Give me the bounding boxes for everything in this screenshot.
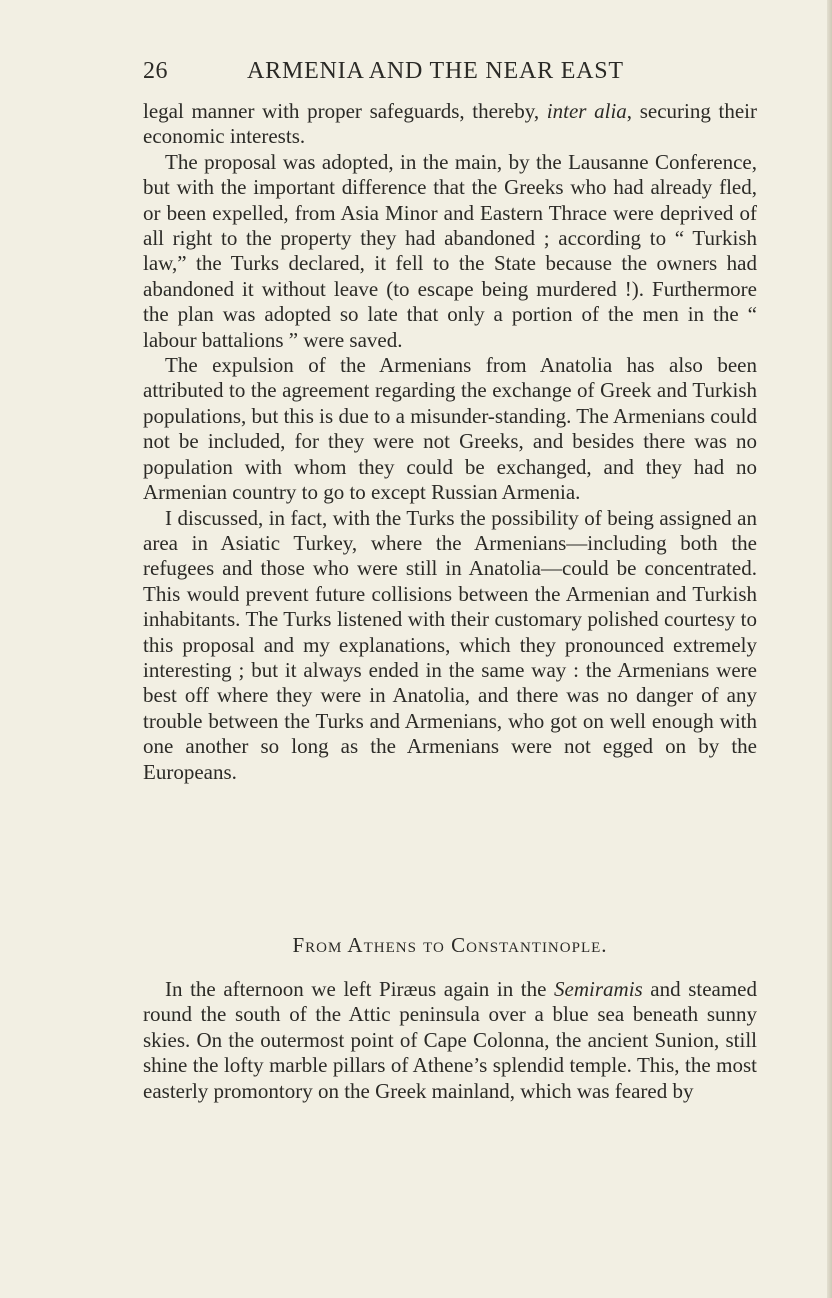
paragraph-2: The proposal was adopted, in the main, by the Lausanne Conference, but with the important difference that the Greeks who had already fled, or been expelled, from Asia Minor and Eastern Thrace were deprived of all right to the property they had abandoned ; according to “ Turkish law,” the Turks declared, it fell to the State because the owners had abandoned it without leave (to escape being murdered !). Furthermore the plan was adopted so late that only a portion of the men in the “ labour battalions ” were saved. <box>143 149 757 352</box>
paragraph-5 <box>143 977 757 1104</box>
page-header <box>143 58 757 92</box>
paragraph-1-italic: inter alia <box>546 99 627 123</box>
page-edge <box>827 0 832 1298</box>
paragraph-1-text-b: , securing their economic interests. <box>143 99 757 149</box>
running-head: ARMENIA AND THE NEAR EAST <box>247 58 624 84</box>
paragraph-5-text-a: In the afternoon we left Piræus again in the <box>165 977 555 1001</box>
paragraph-5-italic: Semiramis <box>554 977 643 1001</box>
paragraph-5-text-b: and steamed round the south of the Attic peninsula over a blue sea beneath sunny skies. On the outermost point of Cape Colonna, the ancient Sunion, still shine the lofty marble pillars of Athene’s splendid temple. This, the most easterly promontory on the Greek mainland, which was feared by <box>143 977 758 1103</box>
paragraph-3: The expulsion of the Armenians from Anatolia has also been attributed to the agreement regarding the exchange of Greek and Turkish populations, but this is due to a misunder-standing. The Armenians could not be included, for they were not Greeks, and besides there was no population with whom they could be exchanged, and they had no Armenian country to go to except Russian Armenia. <box>143 353 757 505</box>
paragraph-1 <box>143 99 757 150</box>
paragraph-4: I discussed, in fact, with the Turks the possibility of being assigned an area in Asiatic Turkey, where the Armenians—including both the refugees and those who were still in Anatolia—could be concentrated. This would prevent future collisions between the Armenian and Turkish inhabitants. The Turks listened with their customary polished courtesy to this proposal and my explanations, which they pronounced extremely interesting ; but it always ended in the same way : the Armenians were best off where they were in Anatolia, and there was no danger of any trouble between the Turks and Armenians, who got on well enough with one another so long as the Armenians were not egged on by the Europeans. <box>143 505 757 784</box>
section-body-text <box>143 977 757 1104</box>
page-number: 26 <box>143 58 168 84</box>
paragraph-1-text-a: legal manner with proper safeguards, thereby, <box>143 99 547 123</box>
body-text <box>143 99 757 785</box>
section-heading: From Athens to Constantinople. <box>292 933 608 957</box>
